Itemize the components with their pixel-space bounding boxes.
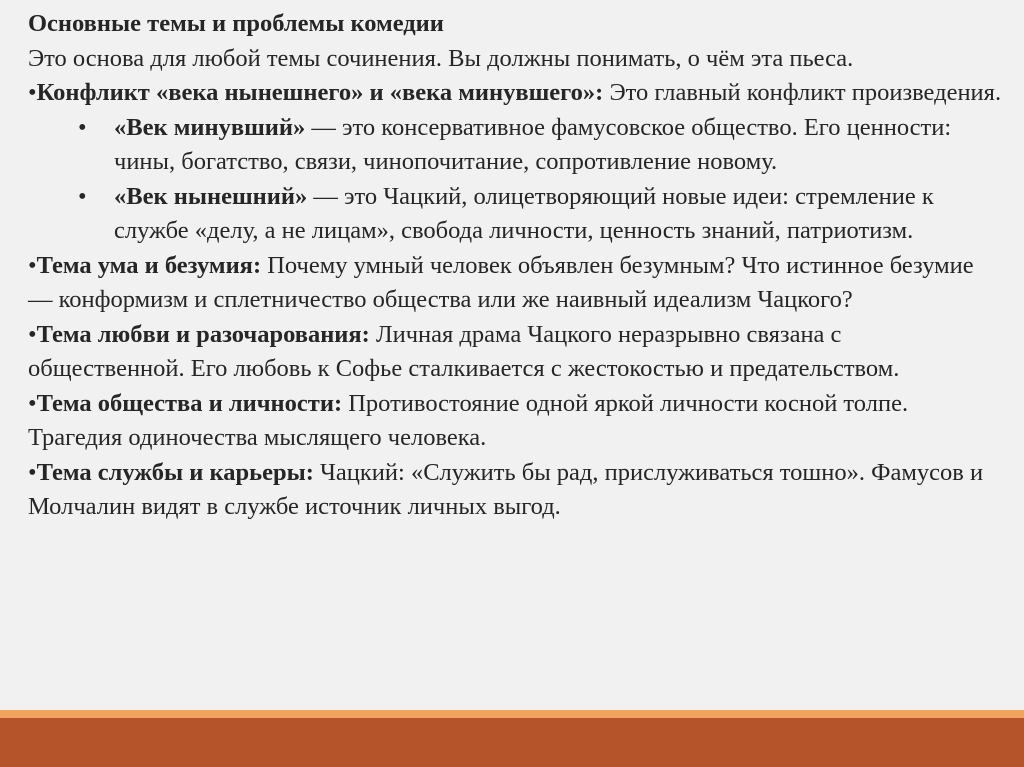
subpoint-heading: «Век нынешний» bbox=[114, 182, 308, 210]
conflict-paragraph bbox=[28, 76, 1003, 111]
bullet-marker: • bbox=[28, 320, 37, 348]
bullet-marker: • bbox=[28, 458, 37, 486]
slide-content bbox=[28, 7, 1003, 525]
theme-mind-madness bbox=[28, 249, 1003, 318]
footer-stripe bbox=[0, 710, 1024, 718]
theme-text: Противостояние одной яркой личности косной толпе. Трагедия одиночества мыслящего человека. bbox=[28, 389, 909, 451]
theme-text: Почему умный человек объявлен безумным? Что истинное безумие — конформизм и сплетничество общества или же наивный идеализм Чацкого? bbox=[28, 251, 974, 313]
slide-title: Основные темы и проблемы комедии bbox=[28, 10, 444, 37]
theme-heading: Тема общества и личности: bbox=[36, 389, 343, 417]
bullet-marker: • bbox=[78, 113, 87, 141]
theme-society-individual bbox=[28, 387, 1003, 456]
subpoint-old-age bbox=[28, 111, 1003, 180]
bullet-marker: • bbox=[28, 79, 37, 106]
theme-heading: Тема службы и карьеры: bbox=[36, 458, 314, 486]
theme-heading: Тема ума и безумия: bbox=[36, 251, 262, 279]
footer-band bbox=[0, 718, 1024, 767]
theme-heading: Тема любви и разочарования: bbox=[36, 320, 370, 348]
theme-love-disappointment bbox=[28, 318, 1003, 387]
theme-text: Личная драма Чацкого неразрывно связана с общественной. Его любовь к Софье сталкивается с жестокостью и предательством. bbox=[28, 320, 900, 382]
conflict-text: Это главный конфликт произведения. bbox=[603, 79, 1002, 106]
subpoint-text: — это консервативное фамусовское общество. Его ценности: чины, богатство, связи, чинопочитание, сопротивление новому. bbox=[114, 113, 952, 175]
subpoint-text: — это Чацкий, олицетворяющий новые идеи: стремление к службе «делу, а не лицам», свобода личности, ценность знаний, патриотизм. bbox=[114, 182, 934, 244]
theme-service-career bbox=[28, 456, 1003, 525]
subpoint-heading: «Век минувший» bbox=[114, 113, 306, 141]
subpoint-new-age bbox=[28, 180, 1003, 249]
theme-text: Чацкий: «Служить бы рад, прислуживаться тошно». Фамусов и Молчалин видят в службе источник личных выгод. bbox=[28, 458, 984, 520]
bullet-marker: • bbox=[78, 182, 87, 210]
conflict-heading: Конфликт «века нынешнего» и «века минувшего»: bbox=[36, 79, 604, 106]
bullet-marker: • bbox=[28, 389, 37, 417]
bullet-marker: • bbox=[28, 251, 37, 279]
slide-intro: Это основа для любой темы сочинения. Вы должны понимать, о чём эта пьеса. bbox=[28, 44, 854, 72]
